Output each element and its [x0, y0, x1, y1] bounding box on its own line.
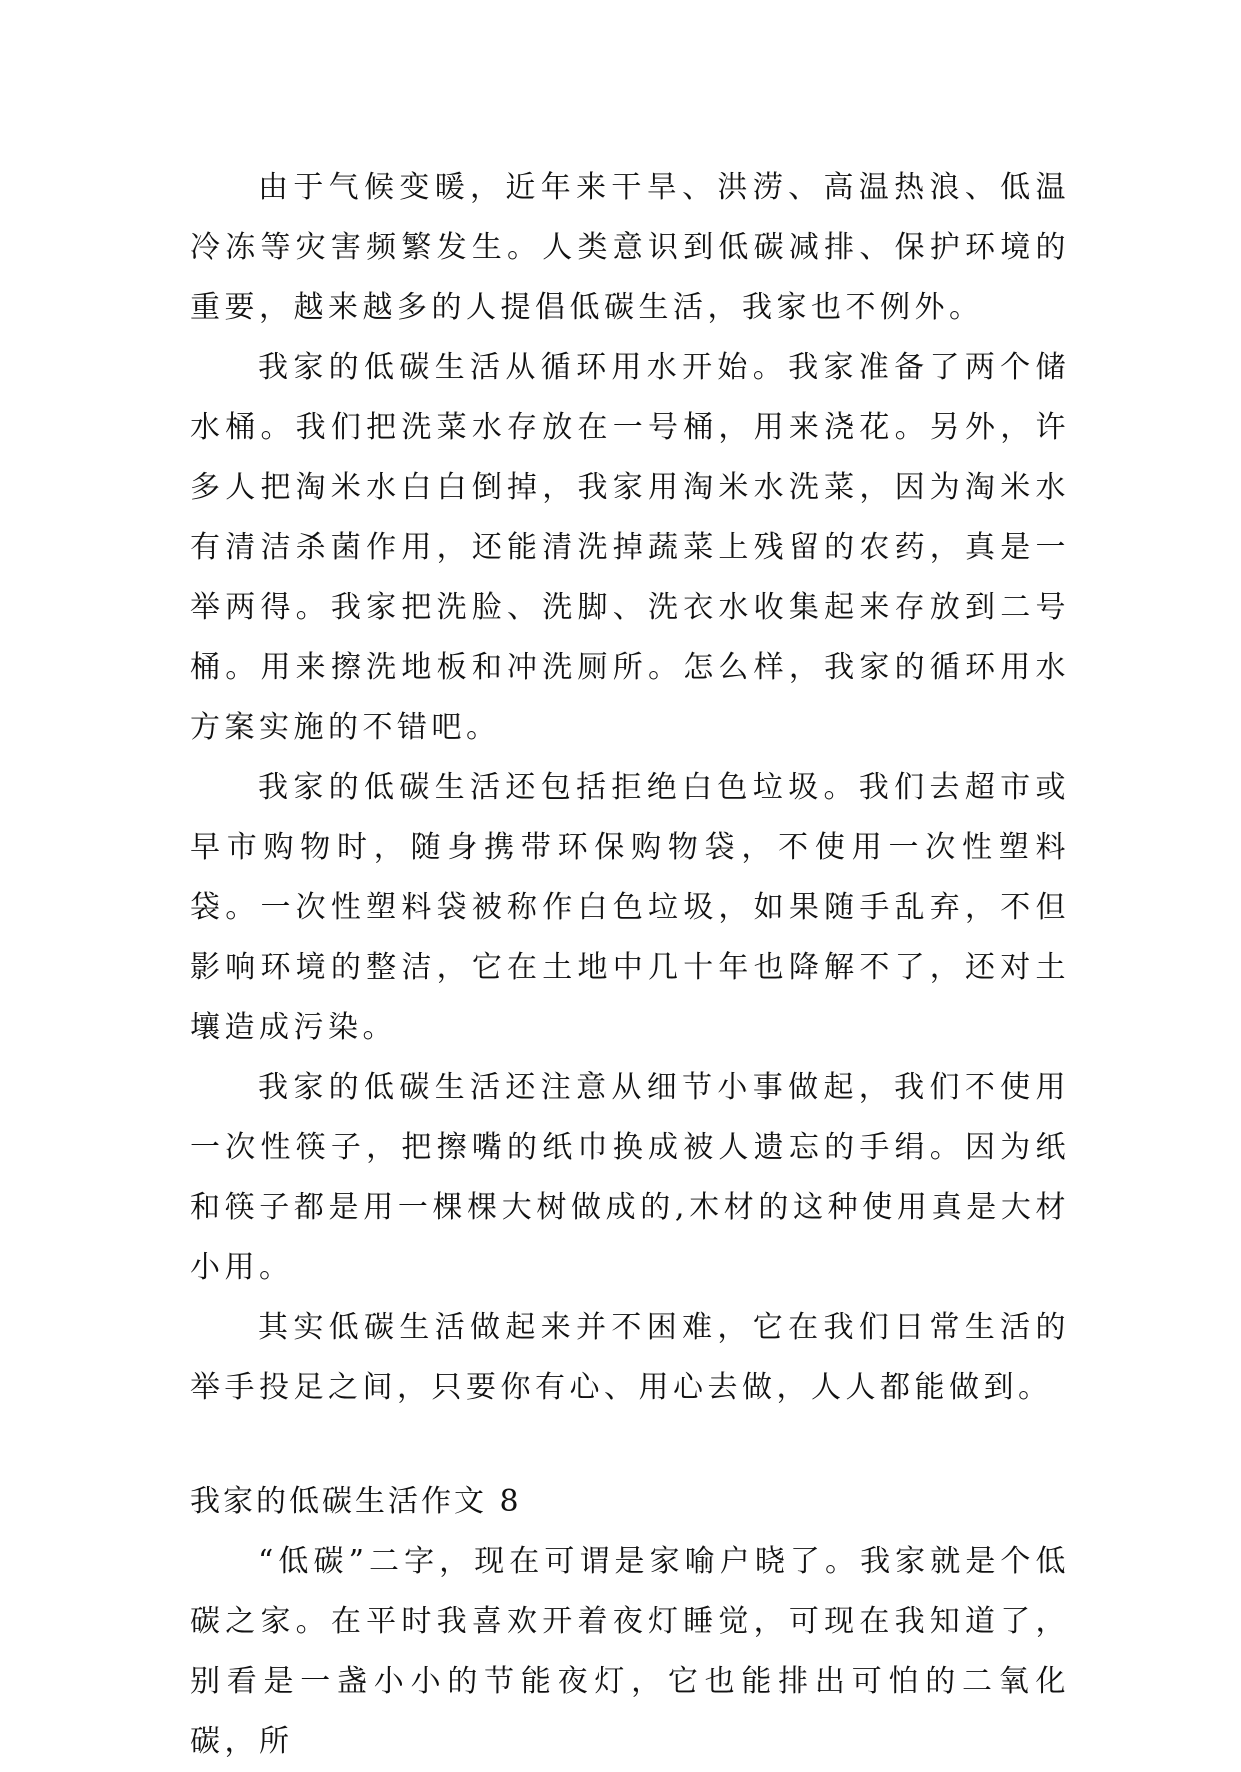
paragraph-conclusion: 其实低碳生活做起来并不困难，它在我们日常生活的举手投足之间，只要你有心、用心去做，人人都能做到。: [190, 1310, 1070, 1405]
paragraph-low-carbon-home: “低碳”二字，现在可谓是家喻户晓了。我家就是个低碳之家。在平时我喜欢开着夜灯睡觉，可现在我知道了，别看是一盏小小的节能夜灯，它也能排出可怕的二氧化碳，所: [190, 1544, 1070, 1759]
paragraph-white-garbage: 我家的低碳生活还包括拒绝白色垃圾。我们去超市或早市购物时，随身携带环保购物袋，不使用一次性塑料袋。一次性塑料袋被称作白色垃圾，如果随手乱弃，不但影响环境的整洁，它在土地中几十年也降解不了，还对土壤造成污染。: [190, 770, 1070, 1045]
document-body: [190, 158, 1070, 1772]
paragraph-water-recycling: 我家的低碳生活从循环用水开始。我家准备了两个储水桶。我们把洗菜水存放在一号桶，用来浇花。另外，许多人把淘米水白白倒掉，我家用淘米水洗菜，因为淘米水有清洁杀菌作用，还能清洗掉蔬菜上残留的农药，真是一举两得。我家把洗脸、洗脚、洗衣水收集起来存放到二号桶。用来擦洗地板和冲洗厕所。怎么样，我家的循环用水方案实施的不错吧。: [190, 350, 1070, 745]
paragraph-climate: 由于气候变暖，近年来干旱、洪涝、高温热浪、低温冷冻等灾害频繁发生。人类意识到低碳减排、保护环境的重要，越来越多的人提倡低碳生活，我家也不例外。: [190, 170, 1070, 325]
paragraph-small-details: 我家的低碳生活还注意从细节小事做起，我们不使用一次性筷子，把擦嘴的纸巾换成被人遗忘的手绢。因为纸和筷子都是用一棵棵大树做成的,木材的这种使用真是大材小用。: [190, 1070, 1070, 1285]
essay-heading: 我家的低碳生活作文 8: [190, 1484, 522, 1519]
